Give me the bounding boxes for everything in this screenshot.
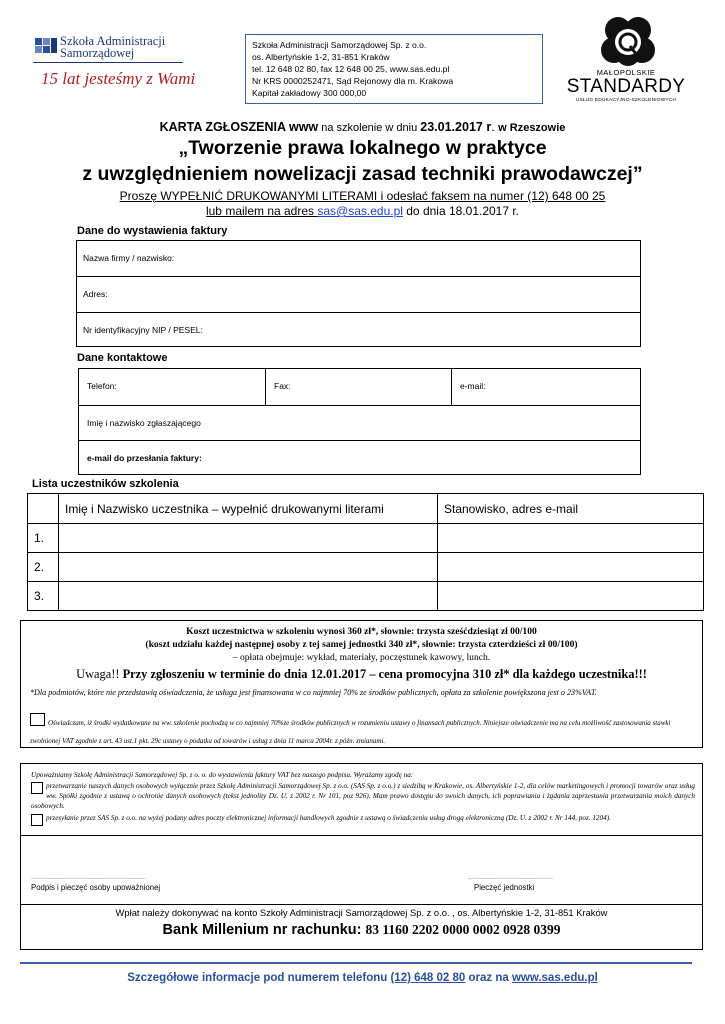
address-label: Adres: [83, 289, 108, 299]
logo-name [60, 35, 165, 59]
table-row [28, 524, 704, 553]
signature-dots-right: …………………………………………… [468, 875, 553, 881]
participant-name-cell[interactable] [59, 582, 438, 611]
footer-info [0, 972, 725, 984]
table-header-num [28, 494, 59, 524]
cost-line1: Koszt uczestnictwa w szkoleniu wynosi 360 zł*, słownie: trzysta sześćdziesiąt zł 00/100 [186, 626, 537, 637]
signature-dots-left: …………………………………………………………… [31, 875, 146, 881]
training-location: w Rzeszowie [498, 122, 566, 134]
footer-text-2: oraz na [465, 972, 512, 984]
participant-position-cell[interactable] [438, 524, 704, 553]
bank-account-number: 83 1160 2202 0000 0002 0928 0399 [365, 922, 561, 937]
cost-line3: – opłata obejmuje: wykład, materiały, poczęstunek kawowy, lunch. [232, 652, 491, 663]
cost-box [20, 620, 703, 748]
fax-field[interactable] [266, 369, 452, 405]
logo-divider [33, 62, 183, 63]
sas-logo-mark-icon [33, 36, 59, 58]
applicant-name-label: Imię i nazwisko zgłaszającego [87, 418, 201, 428]
instructions-fax: Proszę WYPEŁNIĆ DRUKOWANYMI LITERAMI i odesłać faksem na numer (12) 648 00 25 [119, 189, 606, 203]
participants-table [27, 493, 704, 611]
company-phone: tel. 12 648 02 80, fax 12 648 00 25, www.sas.edu.pl [252, 64, 450, 74]
contact-box [78, 368, 641, 475]
invoice-box [76, 240, 641, 347]
consent-item2 [31, 813, 695, 826]
participant-position-cell[interactable] [438, 553, 704, 582]
participants-heading: Lista uczestników szkolenia [32, 478, 179, 490]
participant-position-cell[interactable] [438, 582, 704, 611]
company-address: os. Albertyńskie 1-2, 31-851 Kraków [252, 52, 390, 62]
table-row [28, 553, 704, 582]
declaration-checkbox[interactable] [30, 713, 45, 726]
bank-name: Bank Millenium nr rachunku: [162, 922, 366, 938]
form-title [0, 120, 725, 134]
email-link[interactable]: sas@sas.edu.pl [317, 204, 403, 218]
vat-note: *Dla podmiotów, które nie przedstawią oświadczenia, że usługa jest finansowana w co najmniej 70% ze środków publicznych, opłata za szkolenie powiększona jest o 23%VAT. [30, 688, 597, 697]
consent-checkbox-email[interactable] [31, 814, 43, 826]
payment-line: Wpłat należy dokonywać na konto Szkoły Administracji Samorządowej Sp. z o.o. , os. Albertyńskie 1-2, 31-851 Kraków [115, 907, 608, 918]
logo-tagline: 15 lat jesteśmy z Wami [41, 69, 196, 88]
company-name: Szkoła Administracji Samorządowej Sp. z o.o. [252, 40, 427, 50]
phone-field[interactable] [79, 369, 266, 405]
participant-name-cell[interactable] [59, 553, 438, 582]
table-row [28, 582, 704, 611]
applicant-name-field[interactable] [79, 405, 640, 440]
nip-label: Nr identyfikacyjny NIP / PESEL: [83, 325, 203, 335]
training-title-line1: „Tworzenie prawa lokalnego w praktyce [178, 137, 547, 159]
sas-logo [33, 36, 218, 102]
consent-intro: Upoważniamy Szkołę Administracji Samorządowej Sp. z o. o. do wystawienia faktury VAT bez naszego podpisu. Wyrażamy zgodę na: [31, 771, 414, 779]
footer-phone-link[interactable]: (12) 648 02 80 [390, 972, 466, 984]
fax-label: Fax: [274, 381, 291, 391]
signature-label-left: Podpis i pieczęć osoby upoważnionej [31, 883, 161, 892]
promo-text: Przy zgłoszeniu w terminie do dnia 12.01.2017 – cena promocyjna 310 zł* dla każdego uczestnika!!! [122, 667, 647, 681]
logo-name-line2: Samorządowej [60, 46, 135, 60]
table-header-row [28, 494, 704, 524]
clover-icon [600, 14, 656, 70]
phone-label: Telefon: [87, 381, 117, 391]
signature-label-right: Pieczęć jednostki [474, 883, 535, 892]
consent-box [20, 763, 703, 950]
row-number: 2. [28, 553, 59, 582]
malopolskie-standardy-logo [566, 14, 686, 104]
participant-name-cell[interactable] [59, 524, 438, 553]
address-field[interactable] [77, 277, 640, 313]
contact-heading: Dane kontaktowe [77, 352, 168, 364]
form-title-dot: . [491, 120, 499, 134]
nip-field[interactable] [77, 313, 640, 349]
promo-warning: Uwaga!! [76, 667, 123, 681]
logo-name-line1: Szkoła Administracji [60, 34, 166, 48]
ms-logo-text [566, 68, 686, 106]
promo-line [21, 667, 702, 682]
instructions [0, 189, 725, 219]
invoice-email-field[interactable] [79, 440, 640, 475]
company-info-box [245, 34, 543, 104]
invoice-heading: Dane do wystawienia faktury [77, 225, 228, 237]
footer-text: Szczegółowe informacje pod numerem telefonu [127, 972, 391, 984]
company-capital: Kapitał zakładowy 300 000,00 [252, 88, 367, 98]
row-number: 1. [28, 524, 59, 553]
form-title-main: KARTA ZGŁOSZENIA www [159, 120, 319, 134]
email-label: e-mail: [460, 381, 486, 391]
training-date: 23.01.2017 r [420, 120, 492, 134]
email-field[interactable] [452, 369, 640, 405]
company-name-field[interactable] [77, 241, 640, 277]
table-header-name: Imię i Nazwisko uczestnika – wypełnić drukowanymi literami [59, 494, 438, 524]
footer-website-link[interactable]: www.sas.edu.pl [511, 972, 598, 984]
training-title-line2: z uwzględnieniem nowelizacji zasad techniki prawodawczej” [82, 163, 643, 185]
bank-account [21, 921, 702, 939]
company-krs: Nr KRS 0000252471, Sąd Rejonowy dla m. Krakowa [252, 76, 454, 86]
consent-item1 [31, 781, 695, 812]
footer-divider [20, 962, 692, 964]
ms-logo-top: MAŁOPOLSKIE [596, 68, 656, 77]
form-title-text: na szkolenie w dniu [318, 122, 421, 134]
table-header-position: Stanowisko, adres e-mail [438, 494, 704, 524]
payment-divider [21, 904, 702, 905]
ms-logo-big: STANDARDY [566, 76, 686, 97]
declaration-text: Oświadczam, iż środki wydatkowane na ww. szkolenie pochodzą w co najmniej 70%ze środków publicznych w rozumieniu ustawy o finansach publicznych. Niniejsze oświadczenie ma na celu możliwość zastosowania stawki zwolnionej VAT zgodnie z art. 43 ust.1 pkt. 29c ustawy o podatku od towarów i usług z dnia 11 marca 2004r. z późn. zmianami. [30, 719, 671, 745]
ms-logo-sub: USŁUG EDUKACYJNO-SZKOLENIOWYCH [575, 98, 677, 103]
company-name-label: Nazwa firmy / nazwisko: [83, 253, 175, 263]
row-number: 3. [28, 582, 59, 611]
consent-checkbox-marketing[interactable] [31, 782, 43, 794]
instructions-deadline: do dnia 18.01.2017 r. [402, 204, 520, 218]
instructions-mail: lub mailem na adres [205, 204, 318, 218]
consent-item1-text: przetwarzanie naszych danych osobowych wyłącznie przez Szkołę Administracji Samorządowej Sp. z o.o. (SAS Sp. z o.o.) z siedzibą w Krakowie, os. Albertyńskie 1-2, dla celów marketingowych i promocji towarów oraz usług ww. Spółki zgodnie z ustawą o ochronie danych osobowych (tekst jednolity Dz. U. z 2002 r. Nr 101, poz 926). Mam prawo dostępu do swoich danych, ich poprawiania i żądania zaprzestania przetwarzania moich danych osobowych. [31, 782, 695, 811]
consent-item2-text: przesyłanie przez SAS Sp. z o.o. na wyżej podany adres poczty elektronicznej informacji handlowych zgodnie z ustawą o świadczeniu usług drogą elektroniczną (Dz. U. z 2002 r. Nr 144, poz. 1204). [46, 814, 611, 822]
cost-line2: (koszt udziału każdej następnej osoby z tej samej jednostki 340 zł*, słownie: trzysta czterdzieści zł 00/100) [145, 639, 578, 650]
declaration [30, 712, 694, 748]
invoice-email-label: e-mail do przesłania faktury: [87, 453, 202, 463]
consent-divider [21, 835, 702, 836]
